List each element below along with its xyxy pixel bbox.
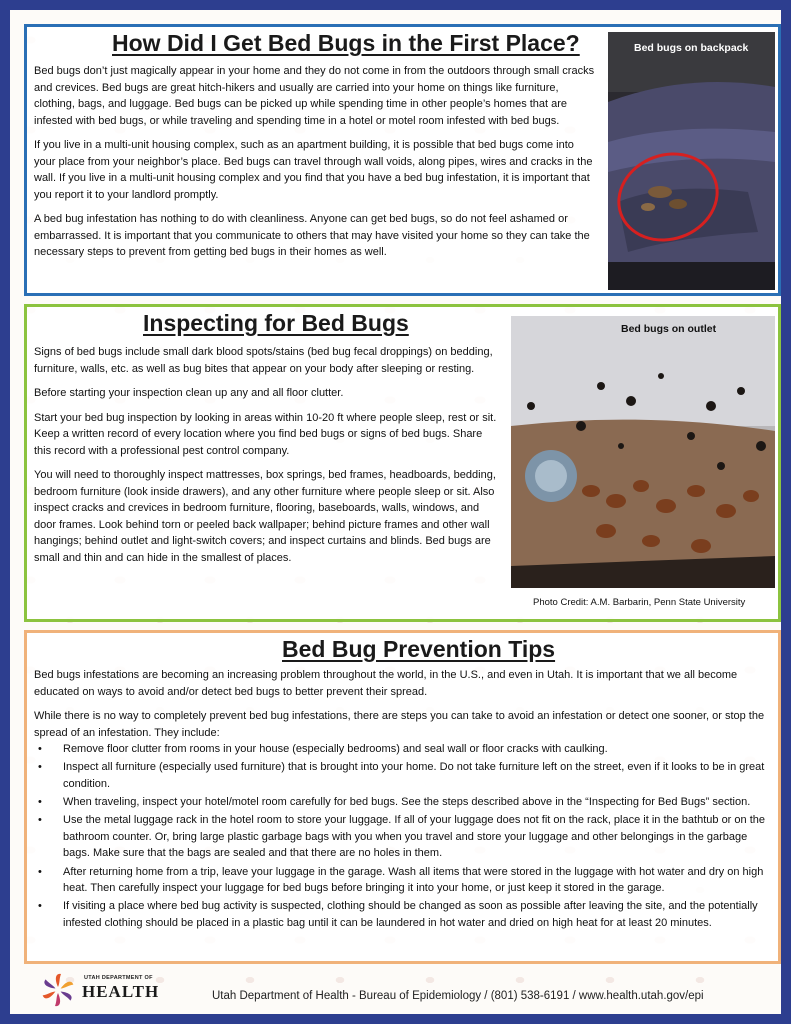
- section3-title: Bed Bug Prevention Tips: [282, 636, 556, 662]
- health-logo-icon: [38, 970, 78, 1010]
- tip-item: • If visiting a place where bed bug activity is suspected, clothing should be changed as soon as possible after leaving the site, and the potentially infested clothing should be placed in a plastic bag until it can be laundered in hot water and dried on high heat for at least 20 minutes.: [34, 898, 776, 931]
- tip-item: • After returning home from a trip, leave your luggage in the garage. Wash all items that were stored in the luggage with hot water and dry on high heat. Then carefully inspect your luggage for bed bugs before bringing it into your home, or just keep it stored in the garage.: [34, 864, 776, 897]
- footer-contact: Utah Department of Health - Bureau of Epidemiology / (801) 538-6191 / www.health.utah.gov/epi: [212, 990, 704, 1002]
- tip-item: • Remove floor clutter from rooms in your house (especially bedrooms) and seal wall or floor cracks with caulking.: [34, 741, 776, 758]
- section2-paragraph: Start your bed bug inspection by looking in areas within 10-20 ft where people sleep, rest or sit. Keep a written record of every location where you find bed bugs or signs of bed bugs. Share this record with a professional pest control company.: [34, 411, 497, 457]
- outlet-photo: [511, 316, 775, 588]
- backpack-photo-caption: Bed bugs on backpack: [634, 42, 749, 54]
- tip-item: • Inspect all furniture (especially used furniture) that is brought into your home. Do not take furniture left on the street, even if it looks to be in great condition.: [34, 759, 776, 792]
- page: [10, 10, 781, 1014]
- tip-item: • When traveling, inspect your hotel/motel room carefully for bed bugs. See the steps described above in the “Inspecting for Bed Bugs” section.: [34, 794, 776, 811]
- section1-paragraph: If you live in a multi-unit housing complex, such as an apartment building, it is possible that bed bugs come into your place from your neighbor’s place. Bed bugs can travel through wall voids, along pipes, wires and cracks in the wall. If you live in a multi-unit housing complex and you find that you have a bed bug infestation, it is important that you report it to your landlord promptly.: [34, 139, 593, 201]
- section-prevention-tips: [24, 630, 781, 964]
- section1-title: How Did I Get Bed Bugs in the First Place?: [112, 30, 580, 56]
- footer: [34, 968, 774, 1012]
- tip-item: • Use the metal luggage rack in the hotel room to store your luggage. If all of your luggage does not fit on the rack, place it in the bathtub or on the bathroom counter. Or, bring large plastic garbage bags with you when you travel and store your luggage and other belongings in the garbage bags. Make sure that the bags are sealed and that there are no holes in them.: [34, 812, 776, 862]
- photo-credit: Photo Credit: A.M. Barbarin, Penn State University: [533, 597, 746, 608]
- section3-intro: While there is no way to completely prevent bed bug infestations, there are steps you can take to avoid an infestation or detect one sooner, or stop the spread of an infestation. They include:: [34, 710, 765, 739]
- section2-body: [34, 344, 498, 574]
- logo-department-text: UTAH DEPARTMENT OF: [84, 975, 153, 981]
- section1-paragraph: A bed bug infestation has nothing to do with cleanliness. Anyone can get bed bugs, so do not feel ashamed or embarrassed. It is important that you communicate to others that may have visited your home so they can take the necessary steps to prevent from getting bed bugs in their homes as well.: [34, 213, 590, 258]
- backpack-photo-image: [608, 32, 775, 290]
- section2-paragraph: Signs of bed bugs include small dark blood spots/stains (bed bug fecal droppings) on bedding, furniture, walls, etc. as well as bug bites that appear on your body after sleeping or resting.: [34, 346, 493, 375]
- outlet-photo-image: [511, 316, 775, 588]
- section1-paragraph: Bed bugs don’t just magically appear in your home and they do not come in from the outdoors through small cracks and crevices. Bed bugs are great hitch-hikers and usually are carried into your home on things like furniture, clothing, bags, and luggage. Bed bugs can be picked up while spending time in other people’s homes that are infested with bed bugs, or while traveling and spending time in a hotel or motel room infested with bed bugs.: [34, 65, 595, 127]
- outlet-photo-caption: Bed bugs on outlet: [621, 323, 717, 335]
- section-inspecting-for-bed-bugs: [24, 304, 781, 622]
- section1-body: [34, 63, 596, 269]
- section3-intro: Bed bugs infestations are becoming an increasing problem throughout the world, in the U.S., and even in Utah. It is important that we all become educated on ways to avoid and/or detect bed bugs to better prevent their spread.: [34, 669, 738, 698]
- logo-health-text: HEALTH: [82, 982, 160, 1001]
- section2-paragraph: Before starting your inspection clean up any and all floor clutter.: [34, 387, 344, 399]
- tips-list: [34, 741, 776, 931]
- section2-paragraph: You will need to thoroughly inspect mattresses, box springs, bed frames, headboards, bedding, bedroom furniture (look inside drawers), and any other furniture where people sleep or sit. Also inspect cracks and crevices in bedroom furniture, flooring, baseboards, walls, windows, and door frames. Look behind torn or peeled back wallpaper; behind picture frames and other wall hangings; behind outlet and light-switch covers; and inspect curtains and blinds. Bed bugs are small and thin and can hide in the smallest of places.: [34, 469, 496, 564]
- section3-body: [34, 667, 776, 933]
- section-how-did-i-get-bed-bugs: [24, 24, 781, 296]
- backpack-photo: [608, 32, 775, 290]
- section2-title: Inspecting for Bed Bugs: [143, 310, 409, 336]
